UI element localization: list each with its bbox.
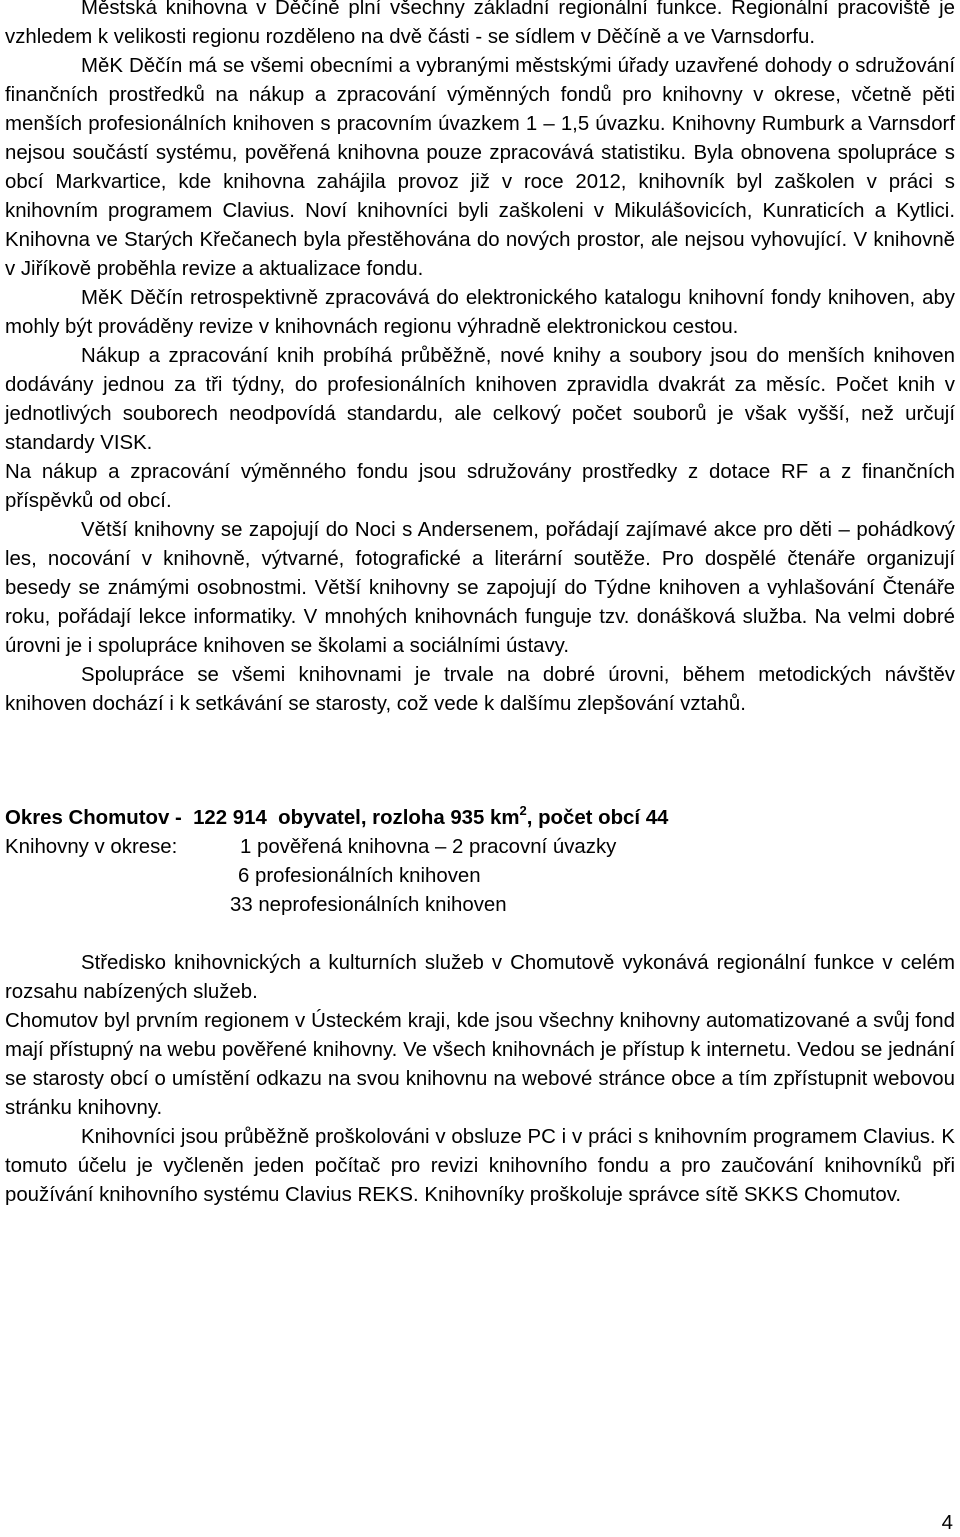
paragraph-decin-retrospective: MěK Děčín retrospektivně zpracovává do elektronického katalogu knihovní fondy knihoven, aby mohly být prováděny revize v knihovnách regionu výhradně elektronickou cestou. [5,287,955,338]
chomutov-stats-line-2: 6 profesionálních knihoven [238,865,481,887]
section-gap [5,719,955,804]
page-number: 4 [941,1512,953,1534]
document-page [5,0,955,1210]
chomutov-stats-line-3: 33 neprofesionálních knihoven [230,894,507,916]
chomutov-stats-row-3 [5,891,955,920]
chomutov-heading-prefix: Okres Chomutov - 122 914 obyvatel, rozloha 935 km [5,807,520,829]
chomutov-heading [5,804,955,833]
chomutov-stats-row-2 [5,862,955,891]
paragraph-decin-agreements: MěK Děčín má se všemi obecními a vybranými městskými úřady uzavřené dohody o sdružování finančních prostředků na nákup a zpracování výměnných fondů pro knihovny v okrese, včetně pěti menších profesionálních knihoven s pracovním úvazkem 1 – 1,5 úvazku. Knihovny Rumburk a Varnsdorf nejsou součástí systému, pověřená knihovna pouze zpracovává statistiku. Byla obnovena spolupráce s obcí Markvartice, kde knihovna zahájila provoz již v roce 2012, knihovník byl zaškolen v práci s knihovním programem Clavius. Noví knihovníci byli zaškoleni v Mikulášovicích, Kunraticích a Kytlici. Knihovna ve Starých Křečanech byla přestěhována do nových prostor, ale nejsou vyhovující. V knihovně v Jiříkově proběhla revize a aktualizace fondu. [5,55,955,280]
paragraph-cooperation: Spolupráce se všemi knihovnami je trvale na dobré úrovni, během metodických návštěv knihoven dochází i k setkávání se starosty, což vede k dalšímu zlepšování vztahů. [5,664,955,715]
chomutov-stats-row-1 [5,833,955,862]
paragraph-intro-continuation: Městská knihovna v Děčíně plní všechny základní regionální funkce. Regionální pracoviště je vzhledem k velikosti regionu rozděleno na dvě části - se sídlem v Děčíně a ve Varnsdorfu. [5,0,955,48]
paragraph-events: Větší knihovny se zapojují do Noci s Andersenem, pořádají zajímavé akce pro děti – pohádkový les, nocování v knihovně, výtvarné, fotografické a literární soutěže. Pro dospělé čtenáře organizují besedy se známými osobnostmi. Větší knihovny se zapojují do Týdne knihoven a vyhlašování Čtenáře roku, pořádají lekce informatiky. V mnohých knihovnách funguje tzv. donášková služba. Na velmi dobré úrovni je i spolupráce knihoven se školami a sociálními ústavy. [5,519,955,657]
chomutov-stats-label: Knihovny v okrese: [5,836,178,858]
section-gap [5,920,955,949]
chomutov-heading-superscript: 2 [519,803,527,819]
chomutov-stats-label-empty [5,862,238,891]
chomutov-stats-label-empty [5,891,238,920]
paragraph-decin-acquisition: Nákup a zpracování knih probíhá průběžně, nové knihy a soubory jsou do menších knihoven dodávány jednou za tři týdny, do profesionálních knihoven zpravidla dvakrát za měsíc. Počet knih v jednotlivých souborech neodpovídá standardu, ale celkový počet souborů je však vyšší, než určují standardy VISK. [5,345,955,454]
paragraph-chomutov-center: Středisko knihovnických a kulturních služeb v Chomutově vykonává regionální funkce v celém rozsahu nabízených služeb. [5,952,955,1003]
chomutov-stats-line-1: 1 pověřená knihovna – 2 pracovní úvazky [240,836,617,858]
chomutov-heading-suffix: , počet obcí 44 [526,807,669,829]
paragraph-chomutov-automation: Chomutov byl prvním regionem v Ústeckém kraji, kde jsou všechny knihovny automatizované a svůj fond mají přístupný na webu pověřené knihovny. Ve všech knihovnách je přístup k internetu. Vedou se jednání se starosty obcí o umístění odkazu na svou knihovnu na webové stránce obce a tím zpřístupnit webovou stránku knihovny. [5,1010,955,1119]
paragraph-chomutov-training: Knihovníci jsou průběžně proškolováni v obsluze PC i v práci s knihovním programem Clavius. K tomuto účelu je vyčleněn jeden počítač pro revizi knihovního fondu a pro zaučování knihovníků při používání knihovního systému Clavius REKS. Knihovníky proškoluje správce sítě SKKS Chomutov. [5,1126,955,1206]
paragraph-funding: Na nákup a zpracování výměnného fondu jsou sdružovány prostředky z dotace RF a z finančních příspěvků od obcí. [5,461,955,512]
